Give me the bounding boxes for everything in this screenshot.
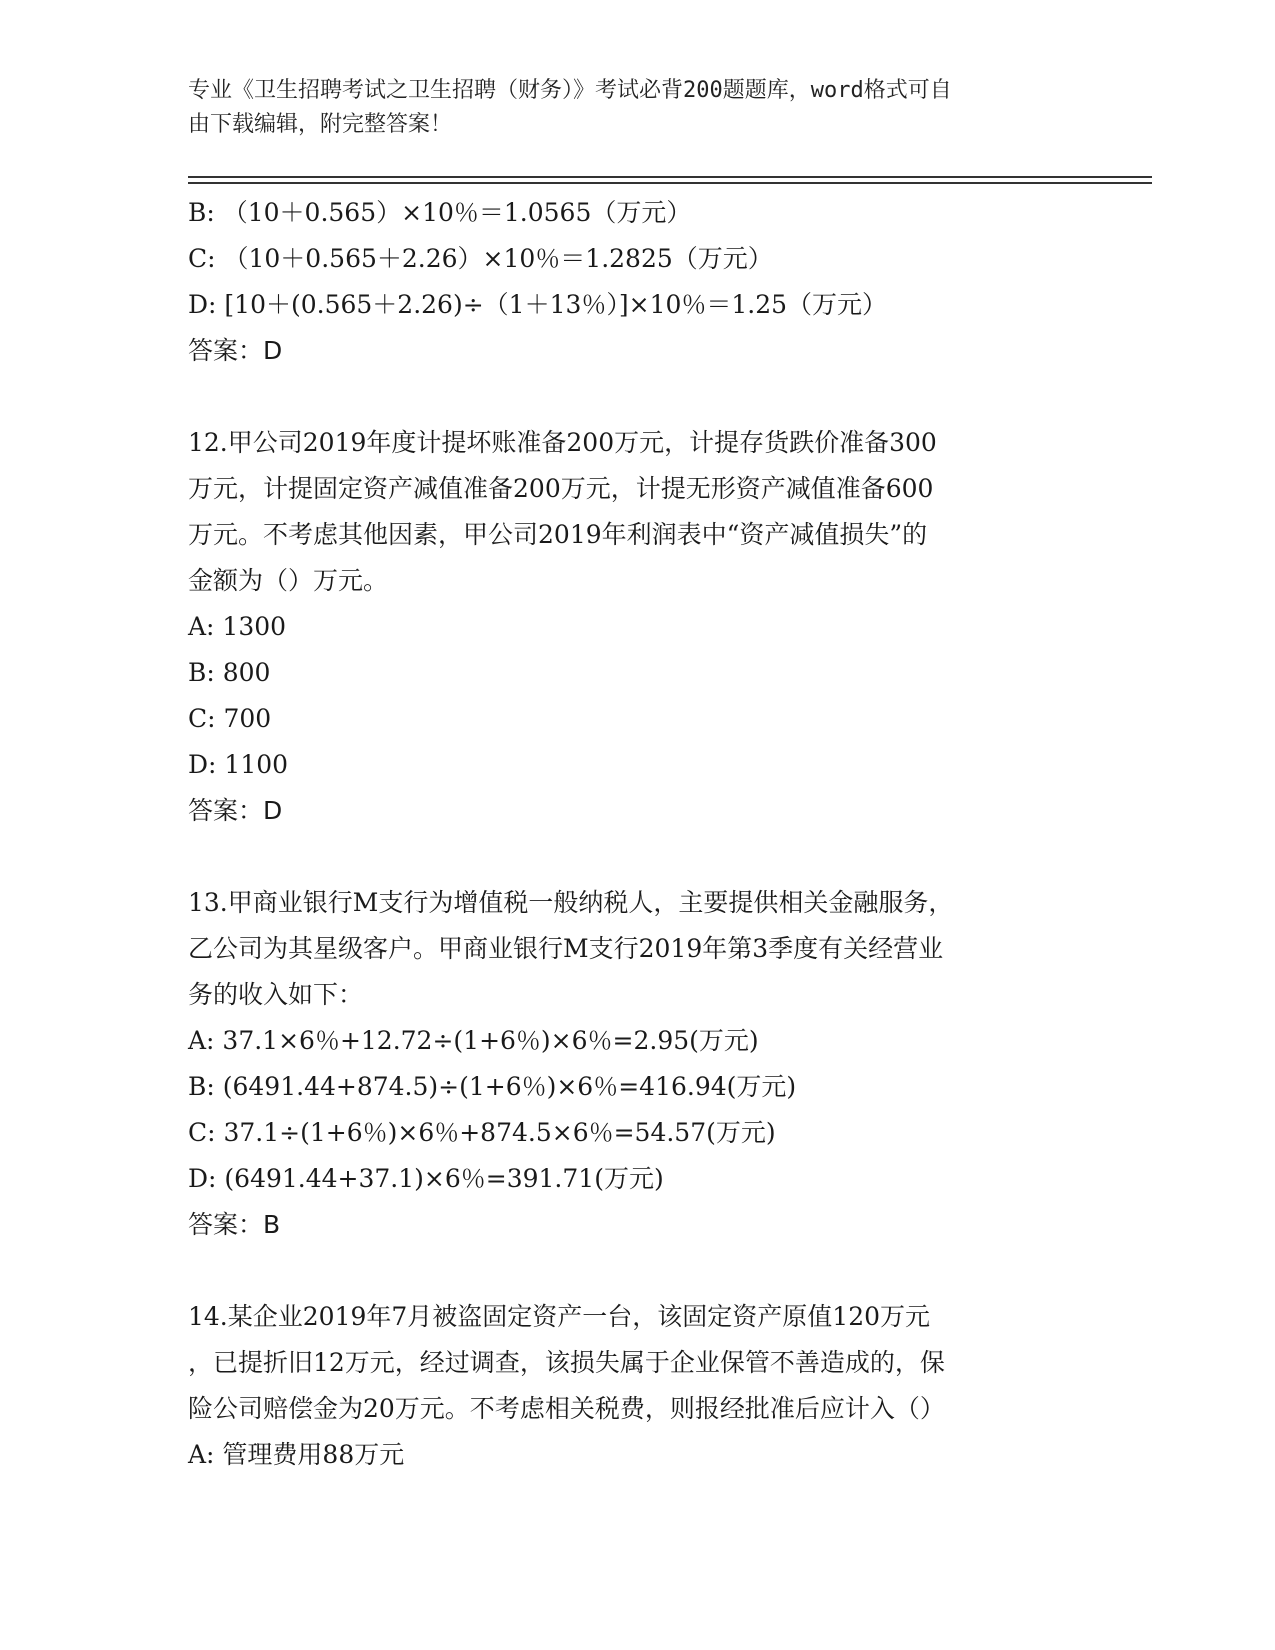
option-a: A: 管理费用88万元 [188, 1440, 405, 1469]
question-stem-line: 12.甲公司2019年度计提坏账准备200万元，计提存货跌价准备300 [188, 428, 937, 457]
header-line-2: 由下载编辑，附完整答案！ [188, 112, 453, 137]
question-13 [188, 880, 1088, 1248]
question-stem-line: 14.某企业2019年7月被盗固定资产一台，该固定资产原值120万元 [188, 1302, 931, 1331]
question-11-tail [188, 190, 1088, 374]
answer: 答案：D [188, 336, 283, 365]
question-stem-line: 乙公司为其星级客户。甲商业银行M支行2019年第3季度有关经营业 [188, 934, 944, 963]
answer: 答案：B [188, 1210, 281, 1239]
option-d: D: 1100 [188, 750, 289, 779]
option-c: C: 700 [188, 704, 272, 733]
question-stem-line: 金额为（）万元。 [188, 566, 389, 595]
document-body [188, 190, 1088, 1478]
question-stem-line: ，已提折旧12万元，经过调查，该损失属于企业保管不善造成的，保 [188, 1348, 945, 1377]
question-12 [188, 420, 1088, 834]
question-stem-line: 险公司赔偿金为20万元。不考虑相关税费，则报经批准后应计入（） [188, 1394, 945, 1423]
header-line-1: 专业《卫生招聘考试之卫生招聘（财务）》考试必背200题题库，word格式可自 [188, 78, 952, 103]
option-d: D: [10＋(0.565＋2.26)÷（1＋13％）]×10％＝1.25（万元） [188, 290, 888, 319]
option-a: A: 1300 [188, 612, 287, 641]
question-stem-line: 13.甲商业银行M支行为增值税一般纳税人，主要提供相关金融服务， [188, 888, 954, 917]
option-a: A: 37.1×6％+12.72÷(1+6％)×6％=2.95(万元) [188, 1026, 759, 1055]
spacer [188, 374, 1088, 420]
question-stem-line: 万元，计提固定资产减值准备200万元，计提无形资产减值准备600 [188, 474, 934, 503]
option-b: B: (6491.44+874.5)÷(1+6％)×6％=416.94(万元) [188, 1072, 797, 1101]
option-d: D: (6491.44+37.1)×6％=391.71(万元) [188, 1164, 664, 1193]
header-rule-bottom [188, 182, 1152, 184]
answer: 答案：D [188, 796, 283, 825]
option-c: C: （10＋0.565＋2.26）×10％＝1.2825（万元） [188, 244, 773, 273]
question-14 [188, 1294, 1088, 1478]
option-c: C: 37.1÷(1+6％)×6％+874.5×6％=54.57(万元) [188, 1118, 776, 1147]
option-b: B: 800 [188, 658, 271, 687]
spacer [188, 1248, 1088, 1294]
document-header [188, 74, 1068, 142]
option-b: B: （10＋0.565）×10％＝1.0565（万元） [188, 198, 692, 227]
question-stem-line: 万元。不考虑其他因素，甲公司2019年利润表中“资产减值损失”的 [188, 520, 928, 549]
question-stem-line: 务的收入如下： [188, 980, 364, 1009]
spacer [188, 834, 1088, 880]
header-rule-top [188, 176, 1152, 178]
